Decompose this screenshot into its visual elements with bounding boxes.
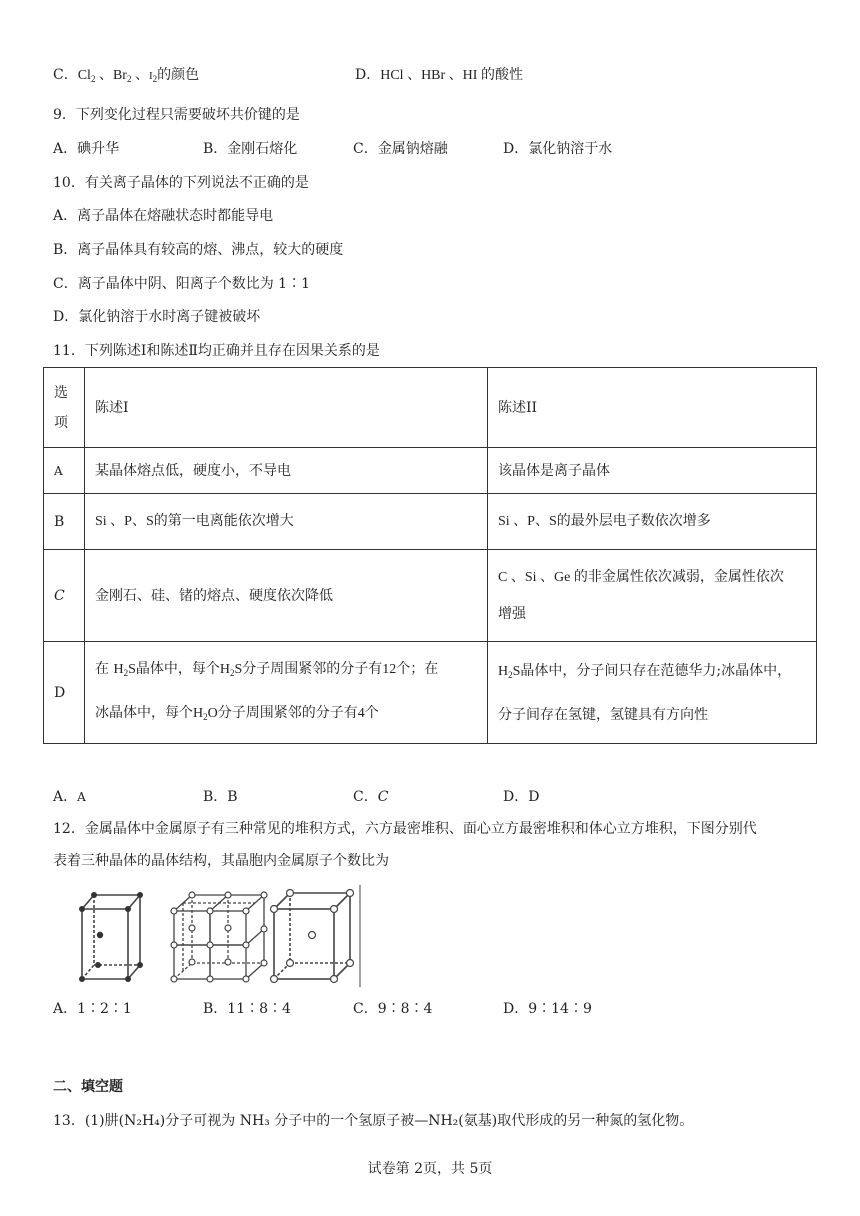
q12-option-c: C．9∶8∶4 bbox=[353, 1001, 433, 1017]
q12-option-b: B．11∶8∶4 bbox=[203, 1001, 291, 1017]
row-option: B bbox=[44, 494, 85, 550]
q11-option-d: D．D bbox=[503, 789, 540, 805]
header-option: 选项 bbox=[44, 368, 85, 448]
row-statement-2: C 、Si 、Ge 的非金属性依次减弱，金属性依次 增强 bbox=[488, 550, 817, 642]
row-option: C bbox=[44, 550, 85, 642]
q11-option-a: A．A bbox=[53, 789, 86, 805]
q9-stem: 9．下列变化过程只需要破坏共价键的是 bbox=[53, 107, 300, 123]
q10-option-c: C．离子晶体中阴、阳离子个数比为 1∶1 bbox=[53, 276, 310, 292]
q10-stem: 10．有关离子晶体的下列说法不正确的是 bbox=[53, 175, 309, 191]
table-row bbox=[44, 642, 817, 744]
q10-option-d: D．氯化钠溶于水时离子键被破坏 bbox=[53, 309, 261, 325]
row-statement-1: 某晶体熔点低，硬度小，不导电 bbox=[85, 448, 488, 494]
q10-option-b: B．离子晶体具有较高的熔、沸点，较大的硬度 bbox=[53, 242, 344, 258]
q11-stem: 11．下列陈述Ⅰ和陈述Ⅱ均正确并且存在因果关系的是 bbox=[53, 343, 380, 359]
row-statement-2: $H_2S$晶体中，分子间只存在范德华力;冰晶体中， 分子间存在氢键，氢键具有方向性 bbox=[488, 642, 817, 744]
q9-option-b: B．金刚石熔化 bbox=[203, 141, 298, 157]
q8-option-d: D．HCl 、HBr 、HI 的酸性 bbox=[355, 67, 523, 83]
q12-option-d: D．9∶14∶9 bbox=[503, 1001, 592, 1017]
hcp-cell-figure bbox=[82, 895, 140, 979]
q9-option-c: C．金属钠熔融 bbox=[353, 141, 448, 157]
q12-option-a: A．1∶2∶1 bbox=[53, 1001, 132, 1017]
table-row bbox=[44, 550, 817, 642]
bcc-cell-figure bbox=[274, 885, 360, 987]
row-statement-2: 该晶体是离子晶体 bbox=[488, 448, 817, 494]
q11-table bbox=[43, 367, 817, 744]
fcc-cell-figure bbox=[174, 895, 264, 979]
row-statement-1: 金刚石、硅、锗的熔点、硬度依次降低 bbox=[85, 550, 488, 642]
table-header-row bbox=[44, 368, 817, 448]
crystal-structures-figure bbox=[70, 883, 370, 988]
section-title: 二、填空题 bbox=[53, 1079, 123, 1095]
q9-option-a: A．碘升华 bbox=[53, 141, 120, 157]
page-footer: 试卷第 2页，共 5页 bbox=[367, 1161, 493, 1177]
header-statement-2: 陈述II bbox=[488, 368, 817, 448]
q12-stem-line2: 表着三种晶体的晶体结构，其晶胞内金属原子个数比为 bbox=[53, 853, 389, 869]
q8-option-c: C．$Cl_2$ 、$Br_2$ 、$I_2$的颜色 bbox=[53, 67, 200, 84]
header-statement-1: 陈述I bbox=[85, 368, 488, 448]
table-row bbox=[44, 448, 817, 494]
q12-stem-line1: 12．金属晶体中金属原子有三种常见的堆积方式，六方最密堆积、面心立方最密堆积和体心立方堆积，下图分别代 bbox=[53, 821, 757, 837]
row-statement-1: 在 $H_2S$晶体中，每个$H_2S$分子周围紧邻的分子有12个；在 冰晶体中，每个$H_2O$分子周围紧邻的分子有4个 bbox=[85, 642, 488, 744]
row-option: D bbox=[44, 642, 85, 744]
q9-option-d: D．氯化钠溶于水 bbox=[503, 141, 613, 157]
table-row bbox=[44, 494, 817, 550]
row-statement-2: Si 、P、S的最外层电子数依次增多 bbox=[488, 494, 817, 550]
q10-option-a: A．离子晶体在熔融状态时都能导电 bbox=[53, 208, 274, 224]
q13-text: 13．(1)肼(N₂H₄)分子可视为 NH₃ 分子中的一个氢原子被—NH₂(氨基)取代形成的另一种氮的氢化物。 bbox=[53, 1113, 694, 1129]
row-statement-1: Si 、P、S的第一电离能依次增大 bbox=[85, 494, 488, 550]
q11-option-b: B．B bbox=[203, 789, 238, 805]
q11-option-c: C．C bbox=[353, 789, 389, 805]
row-option: A bbox=[44, 448, 85, 494]
